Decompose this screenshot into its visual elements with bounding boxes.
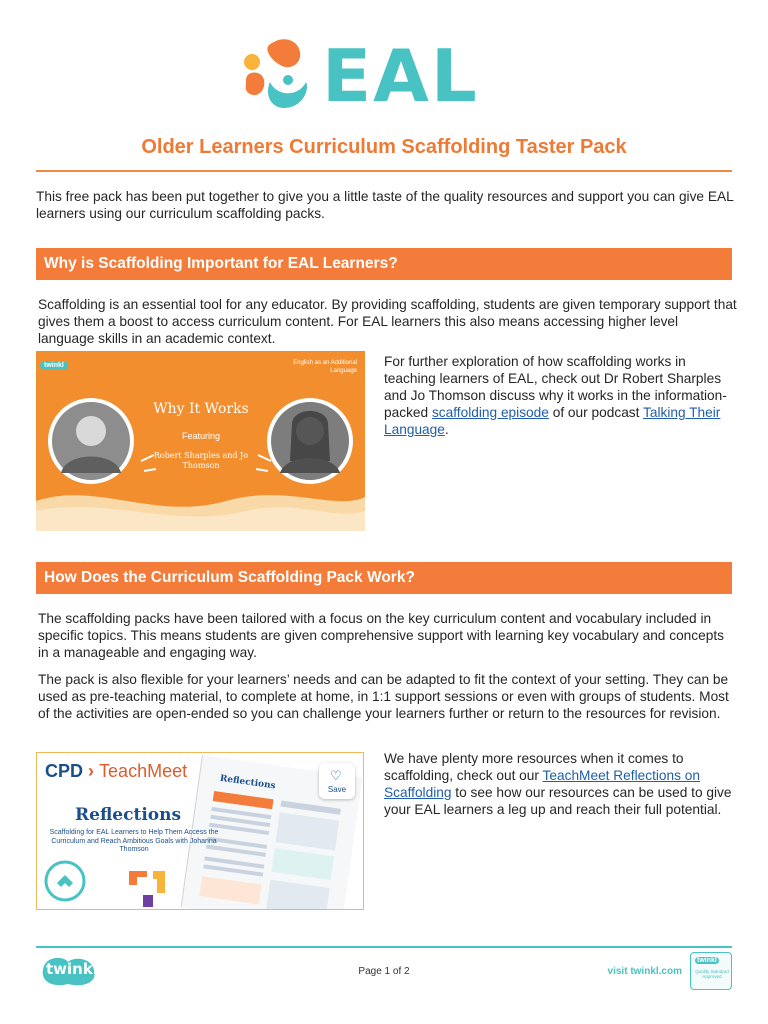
podcast-text-pre: For further exploration of how scaffolding works in teaching learners of EAL, check out Dr Robert Sharples and Jo Thomson discuss why it works in the information-packed [384, 354, 727, 420]
chevron-right-icon: › [88, 761, 95, 781]
tailored-paragraph: The scaffolding packs have been tailored with a focus on the key curriculum content and vocabulary included in specific topics. This means students are given comprehensive support with learning key vocabulary and concepts in a manageable and engaging way. [38, 611, 725, 660]
scaffolding-episode-link[interactable]: scaffolding episode [431, 405, 549, 420]
reflections-subtitle: Scaffolding for EAL Learners to Help Them Access the Curriculum and Reach Ambitious Goals with Johanna Thomson [49, 829, 219, 853]
cpd-badge-icon [43, 857, 103, 907]
page-number: Page 1 of 2 [358, 966, 410, 977]
podcast-twinkl-badge: twinkl [40, 361, 68, 370]
teachmeet-reflections-link[interactable]: TeachMeet Reflections on Scaffolding [384, 768, 701, 800]
intro-paragraph: This free pack has been put together to give you a little taste of the quality resources and support you can give EAL learners using our curriculum scaffolding packs. [36, 189, 734, 221]
twinkl-url: visit twinkl.com [607, 966, 682, 977]
puzzle-pieces-icon [125, 865, 185, 910]
podcast-text-mid: of our podcast [548, 405, 644, 420]
talking-their-language-link[interactable]: Talking Their Language [384, 405, 721, 437]
podcast-featuring: Featuring [181, 431, 221, 441]
save-label: Save [327, 785, 347, 794]
podcast-paragraph [384, 353, 734, 438]
title-divider [36, 170, 732, 172]
podcast-title: Why It Works [153, 401, 249, 417]
section-heading-how-pack-works: How Does the Curriculum Scaffolding Pack Work? [36, 562, 732, 594]
flexible-paragraph: The pack is also flexible for your learners’ needs and can be adapted to fit the context of your setting. They can be used as pre-teaching material, to complete at home, in 1:1 support sessions or even with groups of students. Most of the activities are open-ended so you can challenge your learners further or return to the resources for revision. [38, 672, 729, 721]
cpd-label: CPD [45, 761, 84, 781]
podcast-tag: English as an Additional Language [293, 360, 357, 374]
document-title: Older Learners Curriculum Scaffolding Taster Pack [141, 136, 627, 158]
cpd-teachmeet-header [45, 761, 187, 782]
scaffolding-paragraph: Scaffolding is an essential tool for any educator. By providing scaffolding, students are given temporary support that gives them a boost to access curriculum content. For EAL learners this also means accessing higher level language skills in an academic context. [38, 297, 737, 346]
reflections-sheet-title: Reflections [219, 773, 277, 792]
podcast-text-post: . [444, 422, 449, 437]
save-button[interactable] [319, 763, 355, 799]
quality-standard-badge [690, 952, 732, 990]
teachmeet-label: TeachMeet [99, 761, 188, 781]
teachmeet-paragraph [384, 750, 734, 818]
reflections-heading: Reflections [75, 805, 182, 825]
twinkl-logo-text: twinkl [46, 960, 98, 978]
podcast-image [36, 351, 365, 531]
badge-approved-label: Quality Standard Approved [695, 969, 729, 979]
teachmeet-text-post: to see how our resources can be used to give your EAL learners a leg up and reach their full potential. [384, 785, 732, 817]
heart-icon: ♡ [330, 768, 342, 783]
podcast-guest-names: Robert Sharples and Jo Thomson [153, 451, 249, 470]
teachmeet-image [36, 752, 364, 910]
section-heading-why-scaffolding: Why is Scaffolding Important for EAL Learners? [36, 248, 732, 280]
podcast-artwork [36, 351, 365, 531]
eal-logo-text: EAL [322, 34, 479, 118]
footer-divider [36, 946, 732, 948]
badge-twinkl-label: twinkl [697, 957, 717, 964]
teachmeet-text-pre: We have plenty more resources when it comes to scaffolding, check out our [384, 751, 684, 783]
